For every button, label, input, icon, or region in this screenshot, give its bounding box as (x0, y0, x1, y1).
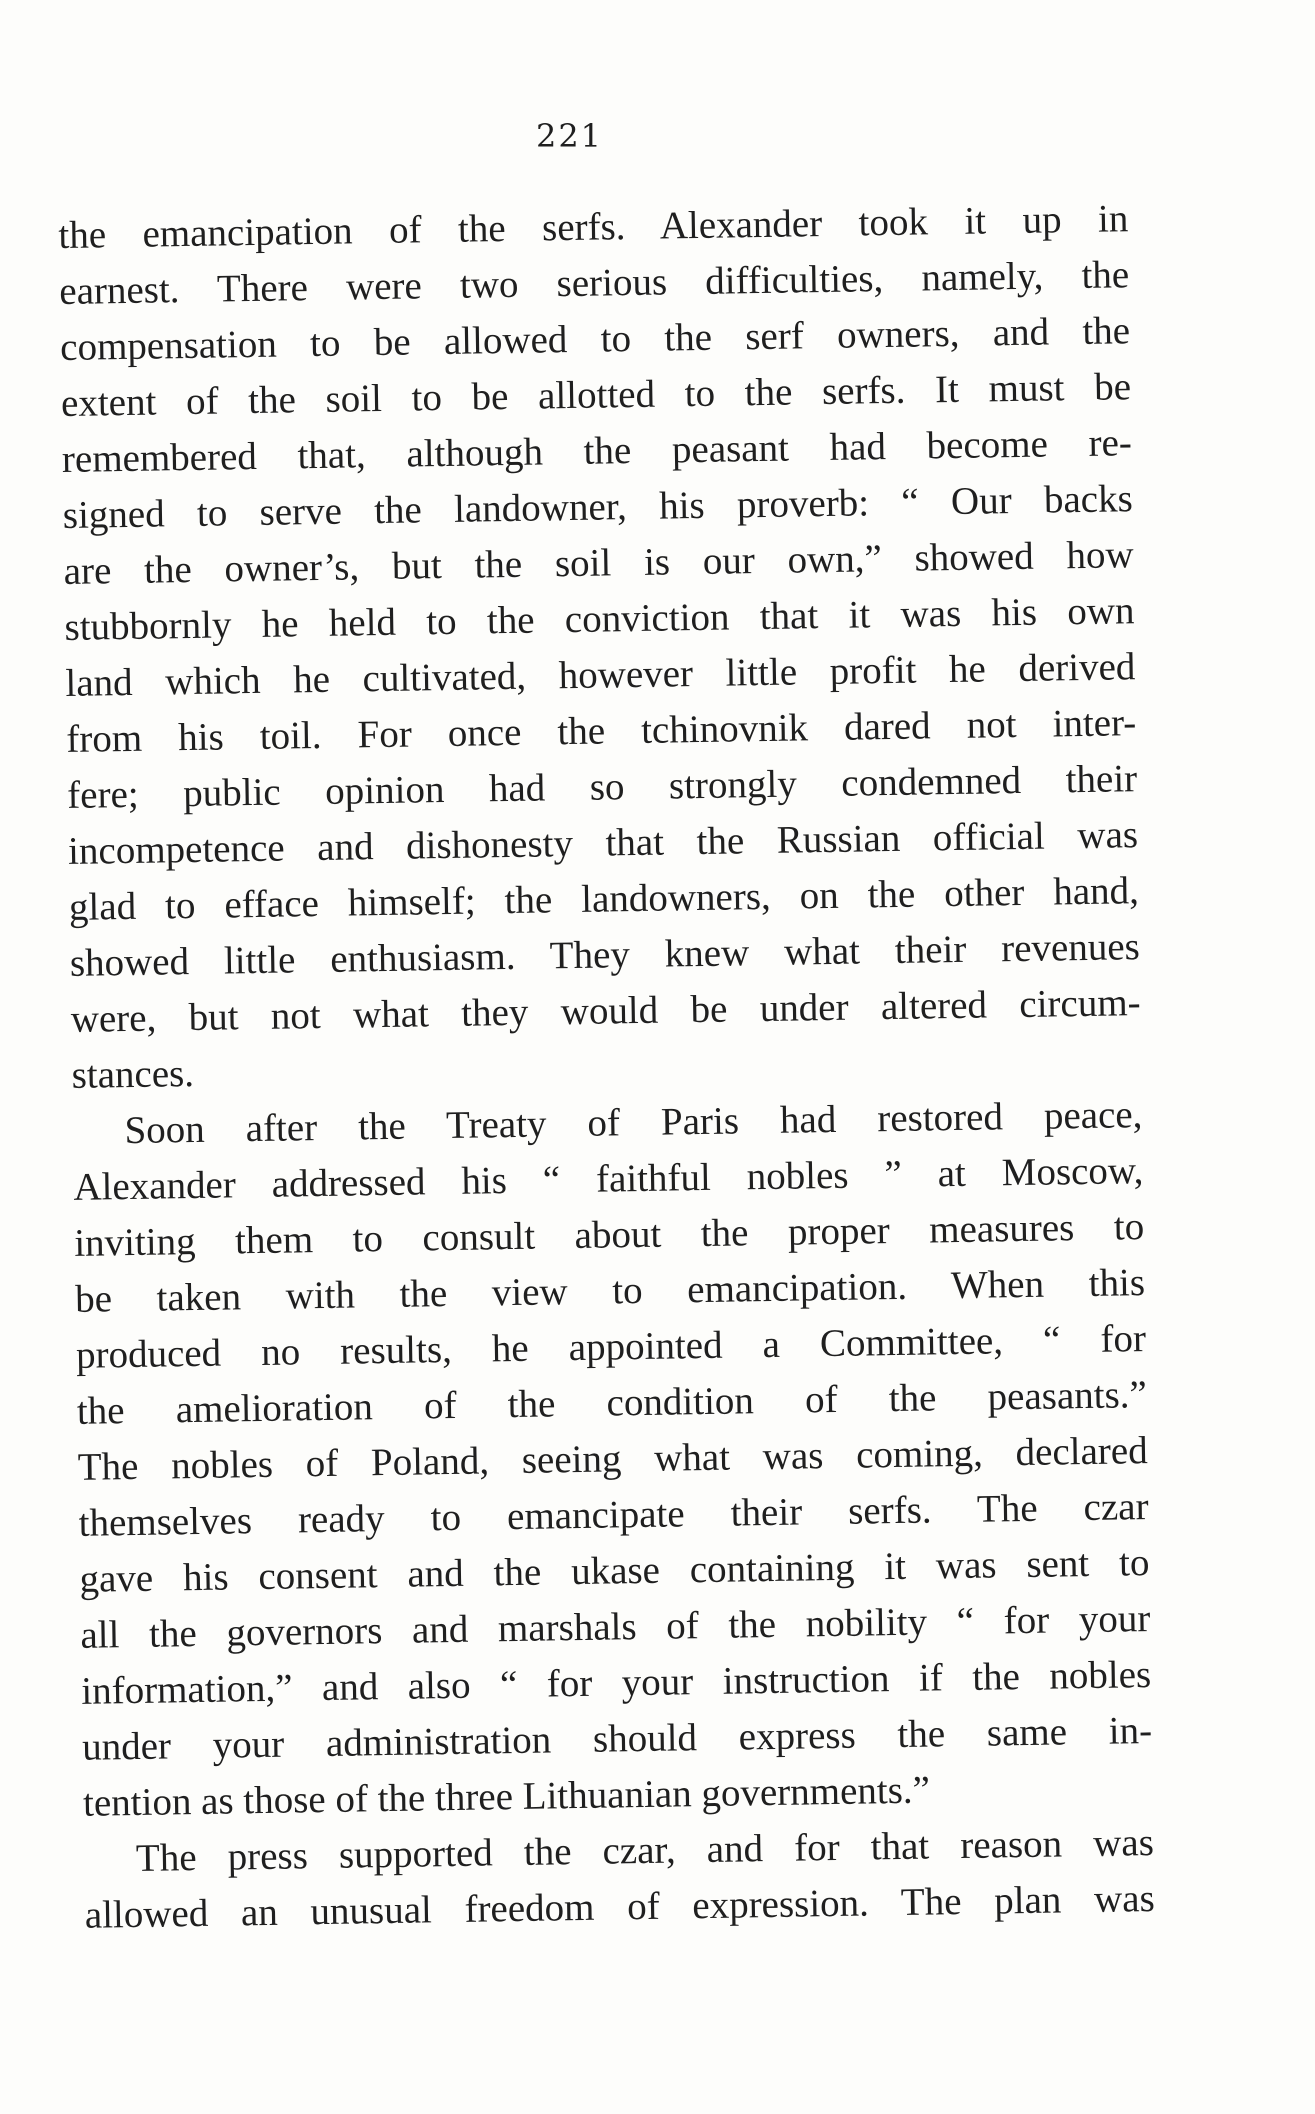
page-text (58, 191, 1155, 1944)
text-line: Soon after the Treaty of Paris had restored peace, (124, 1093, 1143, 1153)
text-line: under your administration should express the same in- (81, 1709, 1153, 1769)
text-line: compensation to be allowed to the serf owners, and the (59, 309, 1131, 369)
text-line: The nobles of Poland, seeing what was coming, declared (77, 1429, 1148, 1489)
text-line: the emancipation of the serfs. Alexander took it up in (58, 197, 1129, 257)
text-line: information,” and also “ for your instruction if the nobles (80, 1653, 1152, 1713)
text-line: stances. (71, 1051, 195, 1097)
text-line: stubbornly he held to the conviction that it was his own (64, 589, 1135, 649)
text-line: themselves ready to emancipate their serfs. The czar (78, 1485, 1149, 1545)
text-line: remembered that, although the peasant had become re- (61, 421, 1133, 481)
text-line: Alexander addressed his “ faithful nobles ” at Moscow, (73, 1149, 1144, 1209)
text-line: produced no results, he appointed a Committee, “ for (75, 1317, 1147, 1377)
text-line: the amelioration of the condition of the peasants.” (76, 1373, 1148, 1433)
text-line: fere; public opinion had so strongly condemned their (66, 757, 1138, 817)
text-line: signed to serve the landowner, his proverb: “ Our backs (62, 477, 1134, 537)
text-line: glad to efface himself; the landowners, on the other hand, (68, 869, 1140, 929)
text-line: allowed an unusual freedom of expression. The plan was (84, 1876, 1156, 1937)
text-line: earnest. There were two serious difficulties, namely, the (58, 253, 1130, 313)
text-line: land which he cultivated, however little profit he derived (65, 645, 1136, 705)
text-line: be taken with the view to emancipation. When this (74, 1261, 1146, 1321)
text-line: were, but not what they would be under altered circum- (70, 981, 1141, 1041)
text-line: gave his consent and the ukase containing it was sent to (79, 1541, 1150, 1601)
text-line: from his toil. For once the tchinovnik dared not inter- (66, 701, 1137, 761)
text-line: extent of the soil to be allotted to the serfs. It must be (60, 365, 1132, 425)
text-line: are the owner’s, but the soil is our own,” showed how (63, 533, 1134, 593)
text-line: inviting them to consult about the proper measures to (73, 1205, 1145, 1265)
text-line: The press supported the czar, and for that reason was (135, 1820, 1155, 1880)
text-line: incompetence and dishonesty that the Russian official was (67, 813, 1139, 873)
text-line: all the governors and marshals of the nobility “ for your (80, 1597, 1151, 1657)
text-line: showed little enthusiasm. They knew what their revenues (69, 925, 1141, 985)
text-line: tention as those of the three Lithuanian governments.” (82, 1768, 931, 1825)
page-number: 221 (535, 117, 604, 155)
